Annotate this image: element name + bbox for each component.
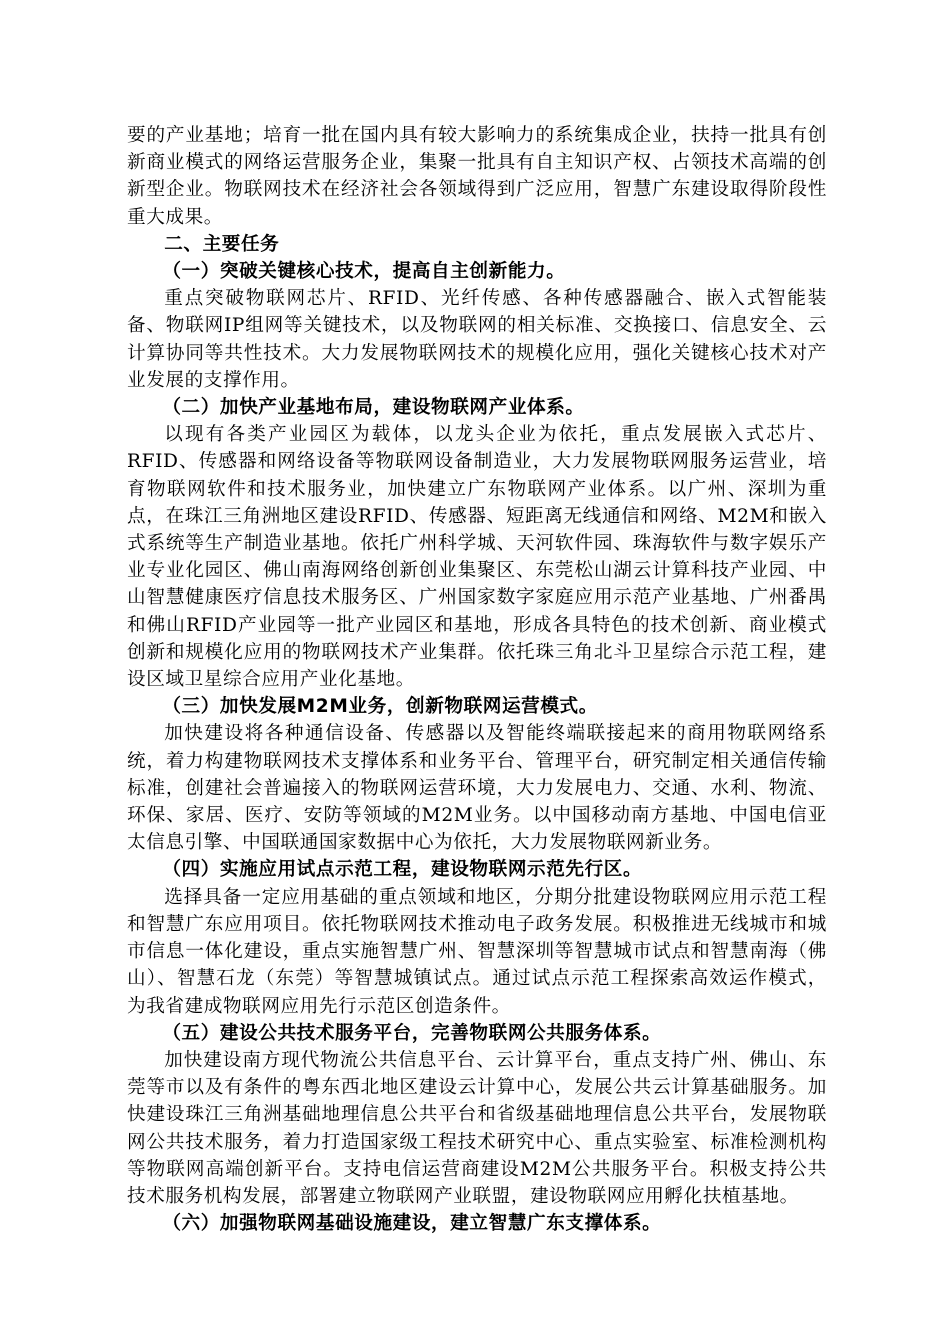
- paragraph-task-2: 以现有各类产业园区为载体，以龙头企业为依托，重点发展嵌入式芯片、RFID、传感器和网络设备等物联网设备制造业，大力发展物联网服务运营业，培育物联网软件和技术服务业，加快建立广东物联网产业体系。以广州、深圳为重点，在珠江三角洲地区建设RFID、传感器、短距离无线通信和网络、M2M和嵌入式系统等生产制造业基地。依托广州科学城、天河软件园、珠海软件与数字娱乐产业专业化园区、佛山南海网络创新创业集聚区、东莞松山湖云计算科技产业园、中山智慧健康医疗信息技术服务区、广州国家数字家庭应用示范产业基地、广州番禺和佛山RFID产业园等一批产业园区和基地，形成各具特色的技术创新、商业模式创新和规模化应用的物联网技术产业集群。依托珠三角北斗卫星综合示范工程，建设区域卫星综合应用产业化基地。: [127, 424, 827, 691]
- paragraph-task-4: 选择具备一定应用基础的重点领域和地区，分期分批建设物联网应用示范工程和智慧广东应用项目。依托物联网技术推动电子政务发展。积极推进无线城市和城市信息一体化建设，重点实施智慧广州、智慧深圳等智慧城市试点和智慧南海（佛山）、智慧石龙（东莞）等智慧城镇试点。通过试点示范工程探索高效运作模式，为我省建成物联网应用先行示范区创造条件。: [127, 886, 827, 1017]
- paragraph-task-3: 加快建设将各种通信设备、传感器以及智能终端联接起来的商用物联网络系统，着力构建物联网技术支撑体系和业务平台、管理平台，研究制定相关通信传输标准，创建社会普遍接入的物联网运营环境，大力发展电力、交通、水利、物流、环保、家居、医疗、安防等领域的M2M业务。以中国移动南方基地、中国电信亚太信息引擎、中国联通国家数据中心为依托，大力发展物联网新业务。: [127, 723, 827, 854]
- subheading-task-5: （五）建设公共技术服务平台，完善物联网公共服务体系。: [162, 1022, 662, 1044]
- subheading-task-1: （一）突破关键核心技术，提高自主创新能力。: [162, 261, 566, 283]
- paragraph-task-5: 加快建设南方现代物流公共信息平台、云计算平台，重点支持广州、佛山、东莞等市以及有条件的粤东西北地区建设云计算中心，发展公共云计算基础服务。加快建设珠江三角洲基础地理信息公共平台和省级基础地理信息公共平台，发展物联网公共技术服务，着力打造国家级工程技术研究中心、重点实验室、标准检测机构等物联网高端创新平台。支持电信运营商建设M2M公共服务平台。积极支持公共技术服务机构发展，部署建立物联网产业联盟，建设物联网应用孵化扶植基地。: [127, 1049, 827, 1207]
- subheading-task-4: （四）实施应用试点示范工程，建设物联网示范先行区。: [162, 859, 643, 881]
- paragraph-task-1: 重点突破物联网芯片、RFID、光纤传感、各种传感器融合、嵌入式智能装备、物联网IP组网等关键技术，以及物联网的相关标准、交换接口、信息安全、云计算协同等共性技术。大力发展物联网技术的规模化应用，强化关键核心技术对产业发展的支撑作用。: [127, 288, 827, 391]
- document-page: [127, 122, 827, 1237]
- paragraph-intro-continuation: 要的产业基地；培育一批在国内具有较大影响力的系统集成企业，扶持一批具有创新商业模式的网络运营服务企业，集聚一批具有自主知识产权、占领技术高端的创新型企业。物联网技术在经济社会各领域得到广泛应用，智慧广东建设取得阶段性重大成果。: [127, 125, 827, 228]
- section-heading-main-tasks: 二、主要任务: [164, 233, 280, 255]
- subheading-task-3: （三）加快发展M2M业务，创新物联网运营模式。: [162, 696, 598, 718]
- subheading-task-6: （六）加强物联网基础设施建设，建立智慧广东支撑体系。: [162, 1213, 662, 1235]
- subheading-task-2: （二）加快产业基地布局，建设物联网产业体系。: [162, 397, 585, 419]
